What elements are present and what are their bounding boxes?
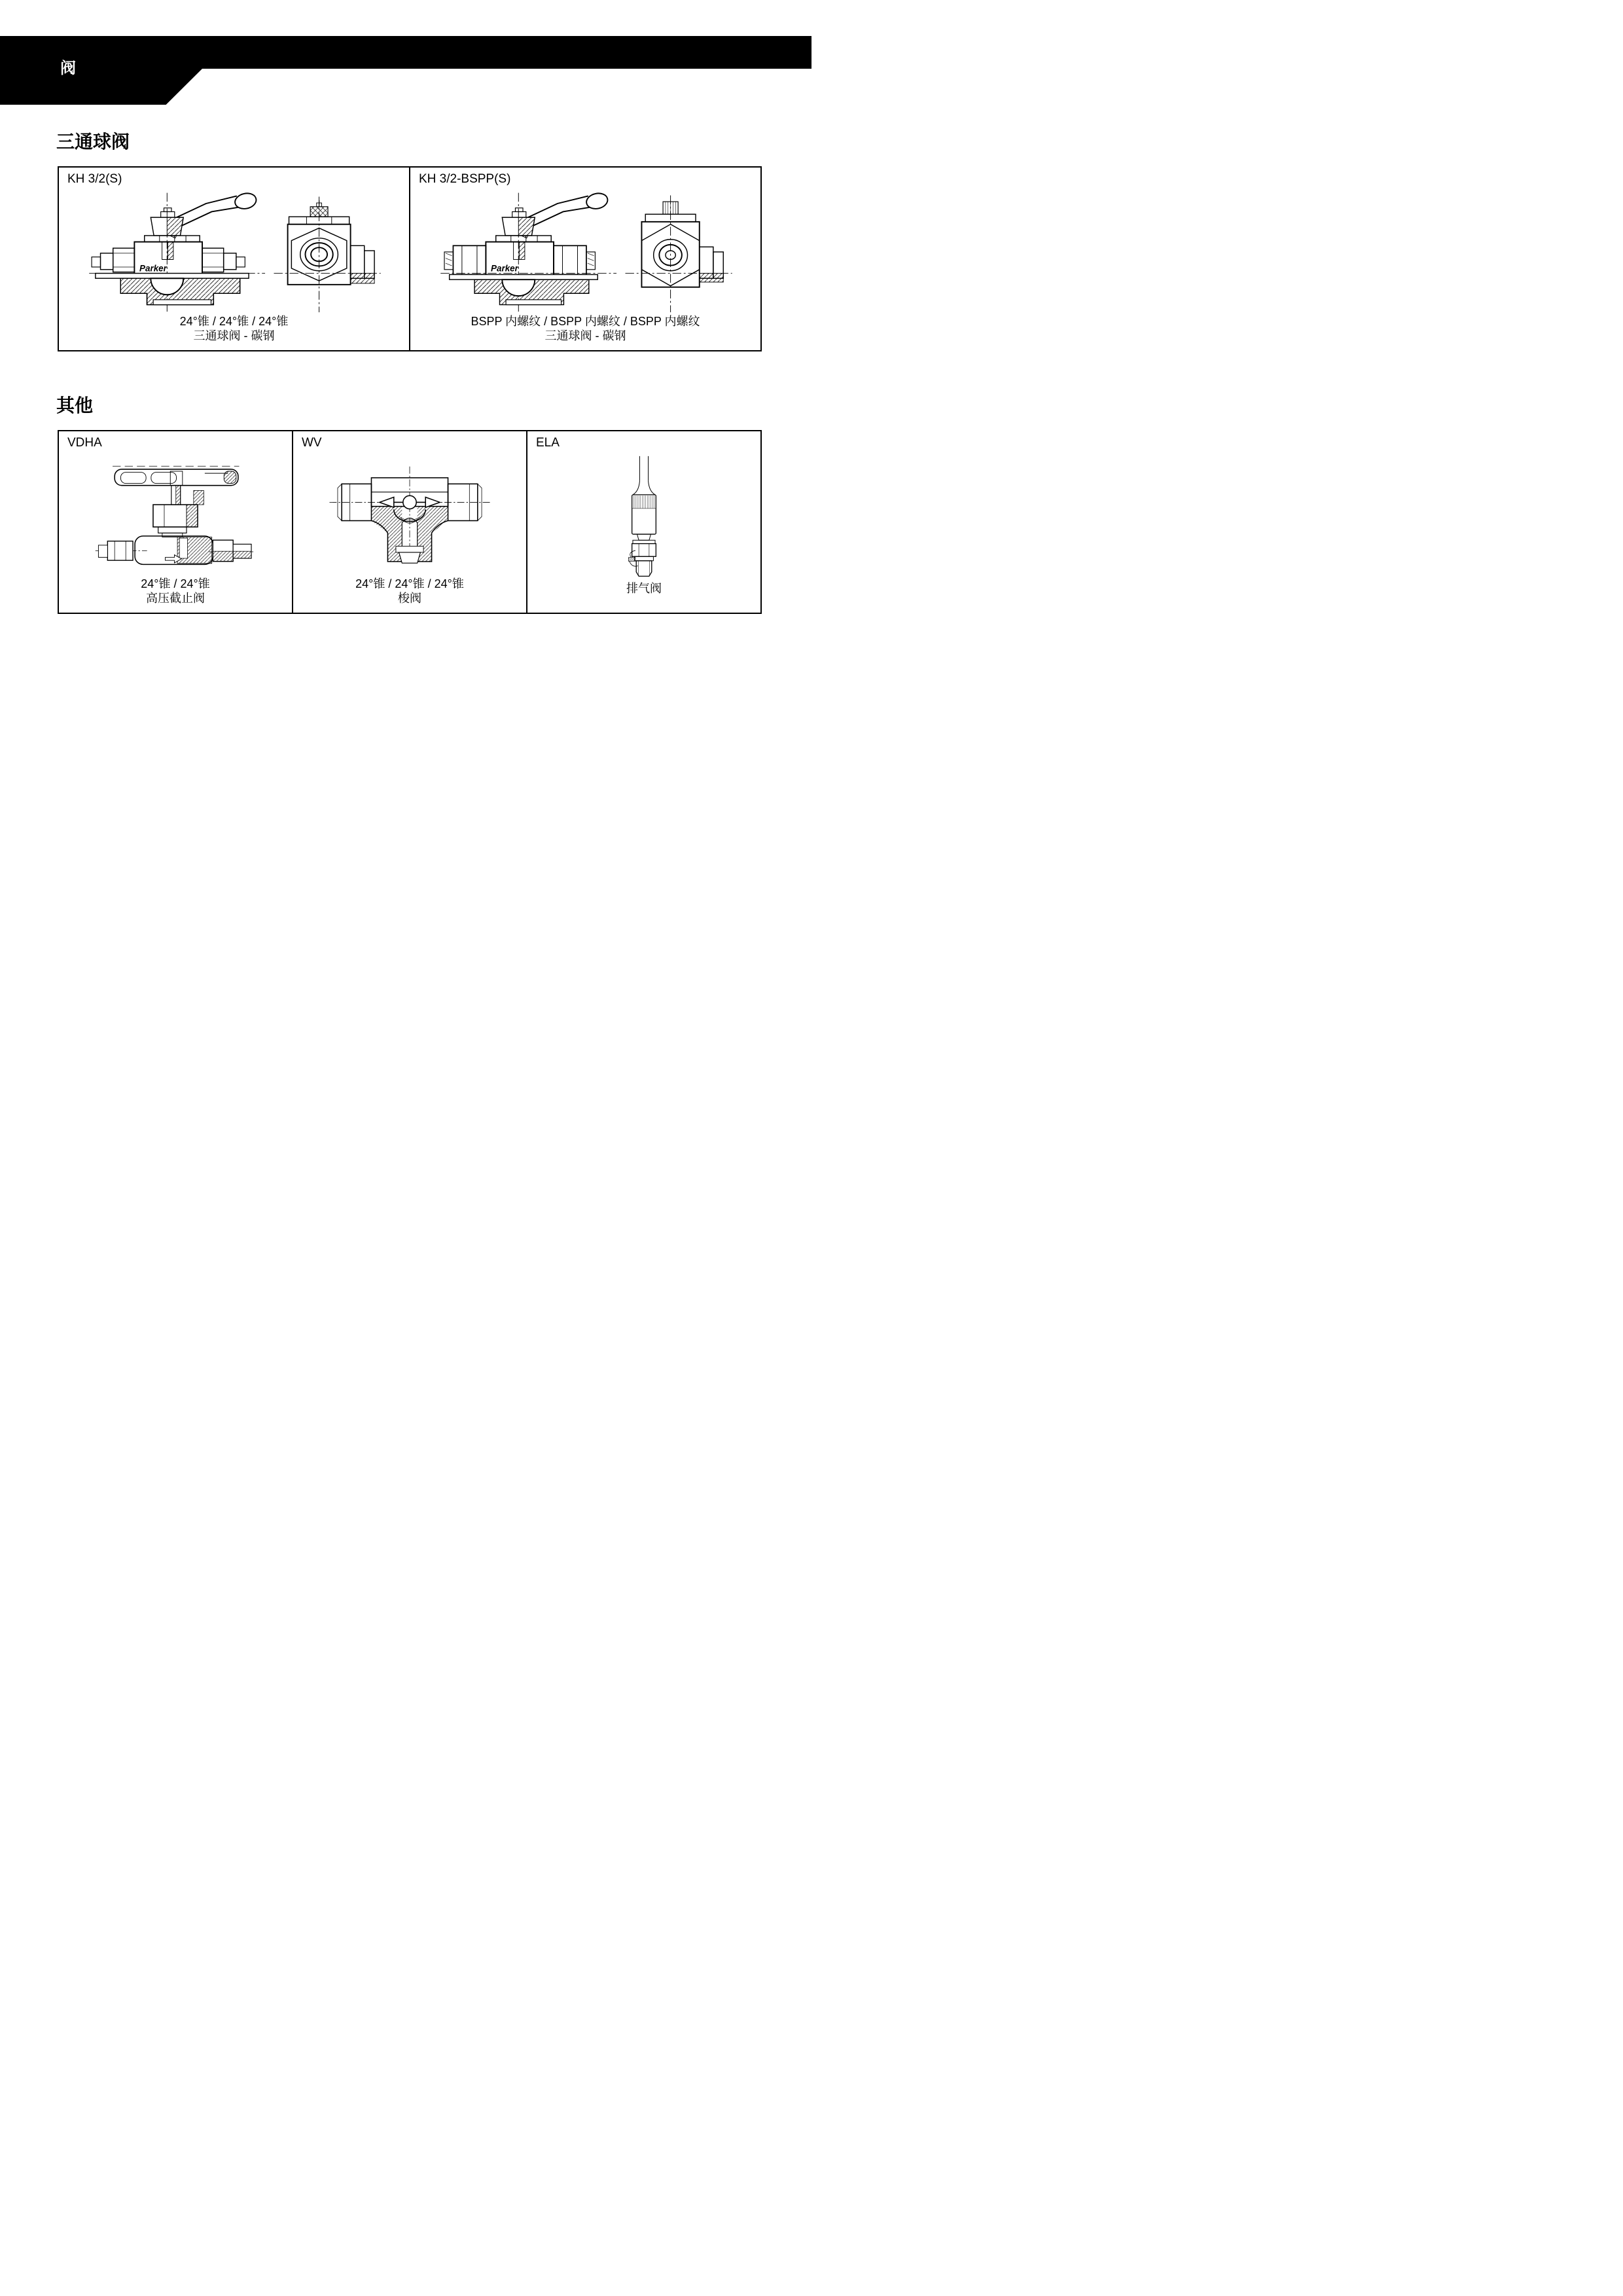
caption-type: 梭阀: [397, 592, 421, 605]
product-caption: [355, 577, 464, 613]
page-tab-label: 阀: [60, 60, 77, 77]
caption-type: 排气阀: [626, 582, 662, 595]
needle-valve-section-drawing: [94, 460, 257, 567]
ball-valve-section-and-end-view-drawing: [86, 188, 382, 314]
kh32s-technical-drawing: [59, 187, 409, 314]
product-cell-wv: [292, 431, 526, 613]
product-caption: [141, 577, 209, 613]
product-cell-vdha: [59, 431, 292, 613]
product-cell-ela: [526, 431, 760, 613]
ela-technical-drawing: [527, 450, 760, 581]
shuttle-valve-section-drawing: [325, 461, 494, 566]
caption-type: 高压截止阀: [145, 592, 205, 605]
product-code: WV: [302, 436, 322, 450]
caption-ports: 24°锥 / 24°锥: [141, 577, 210, 590]
bleed-valve-drawing: [609, 454, 679, 578]
product-code: KH 3/2(S): [67, 172, 122, 186]
parker-logo-text: Parker: [490, 263, 518, 274]
section-title-three-way-ball-valves: 三通球阀: [56, 132, 130, 152]
wv-technical-drawing: [293, 450, 526, 577]
vdha-technical-drawing: [59, 450, 292, 577]
product-cell-kh32-bspp-s: [409, 168, 760, 350]
section-title-others: 其他: [56, 395, 94, 416]
caption-ports: BSPP 内螺纹 / BSPP 内螺纹 / BSPP 内螺纹: [471, 315, 700, 328]
product-caption: [471, 314, 700, 350]
header-band-notch: [0, 68, 203, 105]
product-code: ELA: [536, 436, 560, 450]
product-caption: [180, 314, 289, 350]
bspp-ball-valve-section-and-end-view-drawing: [438, 188, 734, 314]
caption-ports: 24°锥 / 24°锥 / 24°锥: [355, 577, 464, 590]
product-code: VDHA: [67, 436, 102, 450]
header-band: [0, 36, 812, 69]
product-cell-kh32s: [59, 168, 409, 350]
caption-type: 三通球阀 - 碳钢: [544, 329, 626, 342]
other-valves-table: [58, 430, 762, 614]
product-caption: [626, 581, 662, 613]
parker-logo-text: Parker: [139, 263, 167, 274]
caption-ports: 24°锥 / 24°锥 / 24°锥: [179, 315, 289, 328]
product-code: KH 3/2-BSPP(S): [419, 172, 511, 186]
caption-type: 三通球阀 - 碳钢: [193, 329, 275, 342]
kh32-bspp-technical-drawing: [410, 187, 760, 314]
catalog-page: [0, 0, 812, 1148]
three-way-ball-valve-table: [58, 166, 762, 351]
